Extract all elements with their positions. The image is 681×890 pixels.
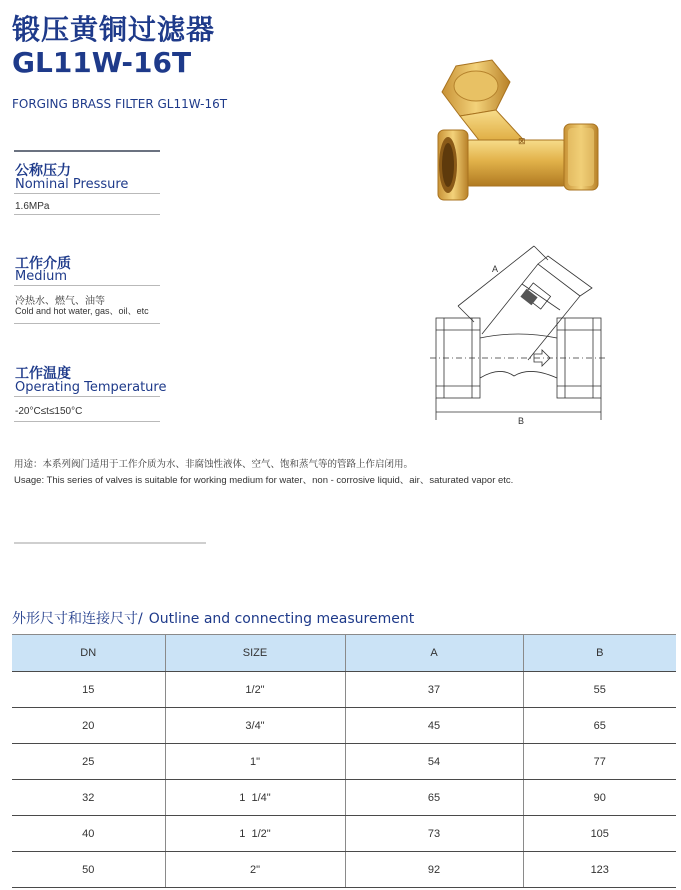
- spec-pressure-label-en: Nominal Pressure: [15, 177, 129, 192]
- cell-b: 65: [523, 708, 676, 744]
- cell-dn: 32: [12, 780, 165, 816]
- table-row: [12, 852, 676, 888]
- spec-medium-value-cn: 冷热水、燃气、油等: [15, 296, 105, 307]
- table-row: [12, 744, 676, 780]
- spec-temperature-label-en: Operating Temperature: [15, 380, 167, 395]
- product-model: GL11W-16T: [12, 46, 192, 79]
- spec-pressure-label-cn: 公称压力: [15, 163, 71, 179]
- cell-b: 90: [523, 780, 676, 816]
- spec-temperature-label-cn: 工作温度: [15, 366, 71, 382]
- table-title-en: Outline and connecting measurement: [148, 611, 415, 627]
- table-row: [12, 672, 676, 708]
- spec-medium-label-en: Medium: [15, 269, 67, 284]
- spec-divider: [14, 285, 160, 286]
- product-photo: [432, 52, 602, 212]
- cell-size: 1 1/2": [165, 816, 345, 852]
- cell-a: 45: [345, 708, 523, 744]
- strainer-mesh: [520, 289, 537, 305]
- cell-a: 37: [345, 672, 523, 708]
- header-size: SIZE: [165, 635, 345, 672]
- cell-a: 65: [345, 780, 523, 816]
- cell-a: 54: [345, 744, 523, 780]
- cell-dn: 25: [12, 744, 165, 780]
- cell-dn: 50: [12, 852, 165, 888]
- dimension-label-b: B: [518, 416, 525, 426]
- cell-a: 73: [345, 816, 523, 852]
- spec-medium-label-cn: 工作介质: [15, 256, 71, 272]
- usage-text-cn: 用途：本系列阀门适用于工作介质为水、非腐蚀性液体、空气、饱和蒸气等的管路上作启闭用。: [14, 459, 414, 470]
- spec-temperature-value: -20°C≤t≤150°C: [15, 406, 83, 417]
- cell-size: 1 1/4": [165, 780, 345, 816]
- table-row: [12, 708, 676, 744]
- cell-b: 105: [523, 816, 676, 852]
- cell-dn: 15: [12, 672, 165, 708]
- table-row: [12, 816, 676, 852]
- dimension-label-a: A: [492, 264, 499, 274]
- cell-size: 3/4": [165, 708, 345, 744]
- cell-b: 123: [523, 852, 676, 888]
- table-header-row: [12, 635, 676, 672]
- cell-a: 92: [345, 852, 523, 888]
- spec-divider: [14, 396, 160, 397]
- product-title-cn: 锻压黄铜过滤器: [12, 13, 216, 46]
- usage-text-en: Usage: This series of valves is suitable for working medium for water、non - corrosive liquid、air、saturated vapor etc.: [14, 475, 514, 486]
- cell-size: 1/2": [165, 672, 345, 708]
- spec-divider: [14, 421, 160, 422]
- cell-b: 77: [523, 744, 676, 780]
- table-title-cn: 外形尺寸和连接尺寸/: [12, 611, 143, 627]
- svg-text:⊠: ⊠: [518, 137, 526, 147]
- product-subtitle-en: FORGING BRASS FILTER GL11W-16T: [12, 97, 228, 111]
- spec-medium-value-en: Cold and hot water, gas、oil、etc: [15, 306, 149, 316]
- spec-divider: [14, 193, 160, 194]
- cell-b: 55: [523, 672, 676, 708]
- section-divider: [14, 542, 206, 544]
- table-row: [12, 780, 676, 816]
- spec-divider: [14, 323, 160, 324]
- spec-pressure-value: 1.6MPa: [15, 201, 50, 212]
- header-a: A: [345, 635, 523, 672]
- header-b: B: [523, 635, 676, 672]
- cell-dn: 40: [12, 816, 165, 852]
- cell-size: 1": [165, 744, 345, 780]
- cell-dn: 20: [12, 708, 165, 744]
- table-title: [12, 608, 420, 628]
- spec-divider: [14, 150, 160, 152]
- dimension-drawing: [430, 238, 605, 428]
- spec-divider: [14, 214, 160, 215]
- cell-size: 2": [165, 852, 345, 888]
- measurement-table: [12, 634, 676, 888]
- header-dn: DN: [12, 635, 165, 672]
